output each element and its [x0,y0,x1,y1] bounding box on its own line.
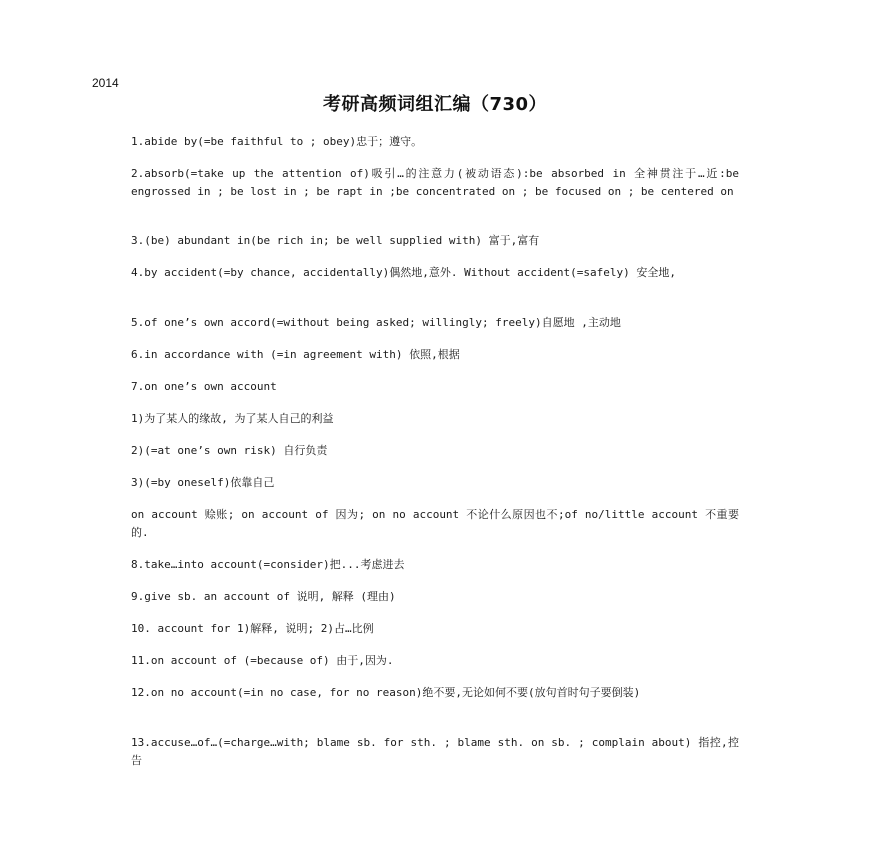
entry-2: 2.absorb(=take up the attention of)吸引…的注意力(被动语态):be absorbed in 全神贯注于…近:be engrossed in ; be lost in ; be rapt in ;be concentrated on ; be focused on ; be centered on [131,167,739,198]
entry-3: 3.(be) abundant in(be rich in; be well supplied with) 富于,富有 [131,234,540,247]
entry-5: 5.of one’s own accord(=without being asked; willingly; freely)自愿地 ,主动地 [131,316,621,329]
entry-4: 4.by accident(=by chance, accidentally)偶然地,意外. Without accident(=safely) 安全地, [131,266,676,279]
entry-7-sub-3: 3)(=by oneself)依靠自己 [131,476,275,489]
entry-7-sub-1: 1)为了某人的缘故, 为了某人自己的利益 [131,412,334,425]
document-title: 考研高频词组汇编（730） [322,94,548,115]
entry-7: 7.on one’s own account [131,380,277,393]
entry-7-sub-2: 2)(=at one’s own risk) 自行负责 [131,444,328,457]
entry-1: 1.abide by(=be faithful to ; obey)忠于；遵守。 [131,135,423,148]
entry-12: 12.on no account(=in no case, for no reason)绝不要,无论如何不要(放句首时句子要倒装) [131,686,641,699]
entry-13: 13.accuse…of…(=charge…with; blame sb. for sth. ; blame sth. on sb. ; complain about) 指控,控告 [131,736,739,767]
entry-6: 6.in accordance with (=in agreement with) 依照,根据 [131,348,460,361]
entry-account-note: on account 赊账; on account of 因为; on no account 不论什么原因也不;of no/little account 不重要的. [131,508,739,539]
entry-9: 9.give sb. an account of 说明, 解释 (理由) [131,590,396,603]
entry-8: 8.take…into account(=consider)把...考虑进去 [131,558,405,571]
entry-10: 10. account for 1)解释, 说明; 2)占…比例 [131,622,374,635]
document-year: 2014 [92,76,119,90]
entry-11: 11.on account of (=because of) 由于,因为. [131,654,394,667]
